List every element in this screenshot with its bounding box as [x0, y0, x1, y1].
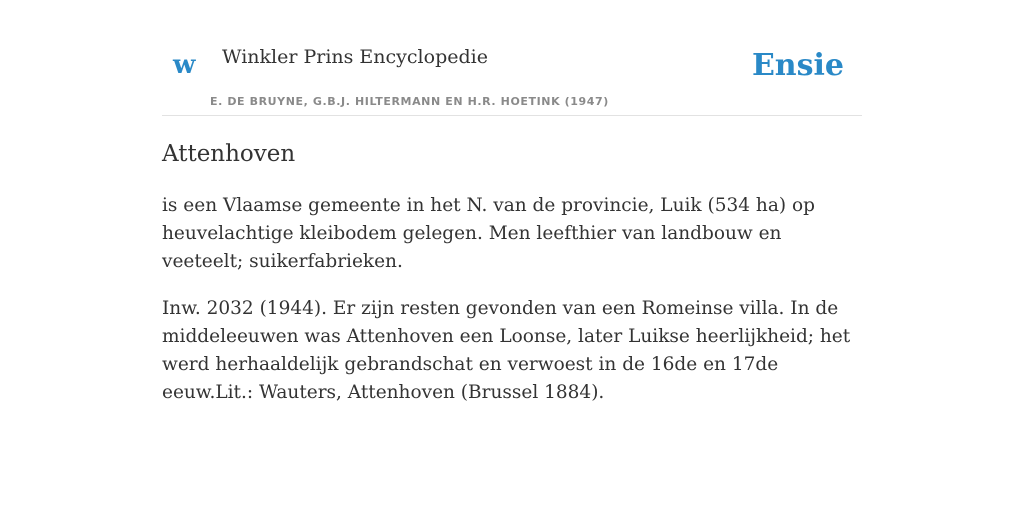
- article-paragraph: is een Vlaamse gemeente in het N. van de provincie, Luik (534 ha) op heuvelachtige kleibodem gelegen. Men leefthier van landbouw en veeteelt; suikerfabrieken.: [162, 195, 815, 272]
- ensie-logo-link[interactable]: Ensie: [751, 48, 844, 83]
- article: [162, 138, 862, 426]
- encyclopedia-logo[interactable]: w: [173, 50, 196, 80]
- encyclopedia-title-link[interactable]: Winkler Prins Encyclopedie: [222, 46, 488, 68]
- article-title: Attenhoven: [162, 141, 296, 167]
- site-header: [162, 0, 862, 116]
- article-paragraph: Inw. 2032 (1944). Er zijn resten gevonden van een Romeinse villa. In de middeleeuwen was Attenhoven een Loonse, later Luikse heerlijkheid; het werd herhaaldelijk gebrandschat en verwoest in de 16de en 17de eeuw.Lit.: Wauters, Attenhoven (Brussel 1884).: [162, 298, 851, 403]
- encyclopedia-authors: E. DE BRUYNE, G.B.J. HILTERMANN EN H.R. HOETINK (1947): [210, 95, 609, 108]
